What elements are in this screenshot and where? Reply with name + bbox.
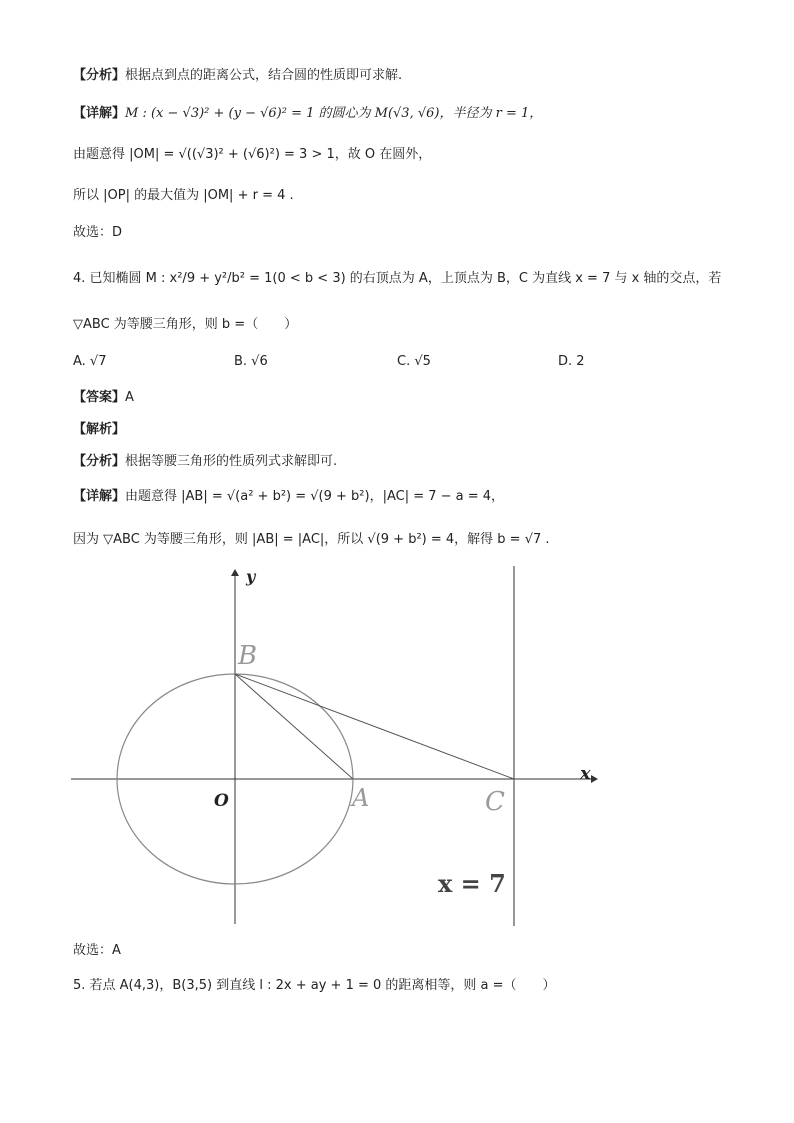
label-line-x-7: x = 7 xyxy=(438,869,506,898)
question-4-line xyxy=(73,269,721,289)
label-c: C xyxy=(485,787,505,817)
explanation-line xyxy=(73,420,125,440)
question-4-cont-text: ▽ABC 为等腰三角形，则 b =（ ） xyxy=(73,317,298,332)
conclusion-line xyxy=(73,530,550,550)
question-4-cont-line xyxy=(73,315,297,335)
option-a: A. √7 xyxy=(73,354,107,369)
label-y: y xyxy=(246,567,256,586)
analysis-text: 根据点到点的距离公式，结合圆的性质即可求解. xyxy=(125,68,403,83)
ellipse-figure xyxy=(68,566,598,930)
max-op-text: 所以 |OP| 的最大值为 |OM| + r = 4 . xyxy=(73,188,294,203)
detail-tag: 【详解】 xyxy=(73,106,126,121)
analysis2-tag: 【分析】 xyxy=(73,454,126,469)
detail-line xyxy=(73,104,542,124)
max-op-line xyxy=(73,186,294,206)
segment-bc xyxy=(235,674,514,779)
answer-tag: 【答案】 xyxy=(73,390,126,405)
analysis2-text: 根据等腰三角形的性质列式求解即可. xyxy=(125,454,338,469)
option-c: C. √5 xyxy=(397,354,431,369)
option-d: D. 2 xyxy=(558,354,585,369)
x-axis-arrow xyxy=(591,775,598,783)
option-b: B. √6 xyxy=(234,354,268,369)
detail-text: M : (x − √3)² + (y − √6)² = 1 的圆心为 M(√3, √6)，半径为 r = 1， xyxy=(125,106,543,121)
question-4-text: 4. 已知椭圆 M : x²/9 + y²/b² = 1(0 < b < 3) 的右顶点为 A，上顶点为 B，C 为直线 x = 7 与 x 轴的交点，若 xyxy=(73,271,722,286)
answer-line xyxy=(73,388,134,408)
choice-a-line xyxy=(73,941,121,961)
analysis2-line xyxy=(73,452,337,472)
answer-options xyxy=(73,352,723,372)
label-b: B xyxy=(238,641,258,671)
label-x: x xyxy=(580,763,591,784)
label-origin: O xyxy=(214,791,229,811)
distance-om-text: 由题意得 |OM| = √((√3)² + (√6)²) = 3 > 1，故 O 在圆外， xyxy=(73,147,432,162)
conclusion-text: 因为 ▽ABC 为等腰三角形，则 |AB| = |AC|，所以 √(9 + b²) = 4，解得 b = √7 . xyxy=(73,532,550,547)
question-5-line xyxy=(73,976,556,996)
analysis-tag: 【分析】 xyxy=(73,68,126,83)
detail2-line xyxy=(73,487,504,507)
detail2-text: 由题意得 |AB| = √(a² + b²) = √(9 + b²)，|AC| = 7 − a = 4， xyxy=(125,489,505,504)
choice-d-line xyxy=(73,223,122,243)
question-5-text: 5. 若点 A(4,3)，B(3,5) 到直线 l : 2x + ay + 1 = 0 的距离相等，则 a =（ ） xyxy=(73,978,556,993)
answer-text: A xyxy=(125,390,134,405)
distance-om-line xyxy=(73,145,431,165)
detail2-tag: 【详解】 xyxy=(73,489,126,504)
explanation-tag: 【解析】 xyxy=(73,422,126,437)
label-a: A xyxy=(352,784,370,812)
choice-a-text: 故选：A xyxy=(73,943,121,958)
choice-d-text: 故选：D xyxy=(73,225,123,240)
segment-ba xyxy=(235,674,353,779)
y-axis-arrow xyxy=(231,569,239,576)
analysis-line xyxy=(73,66,402,86)
